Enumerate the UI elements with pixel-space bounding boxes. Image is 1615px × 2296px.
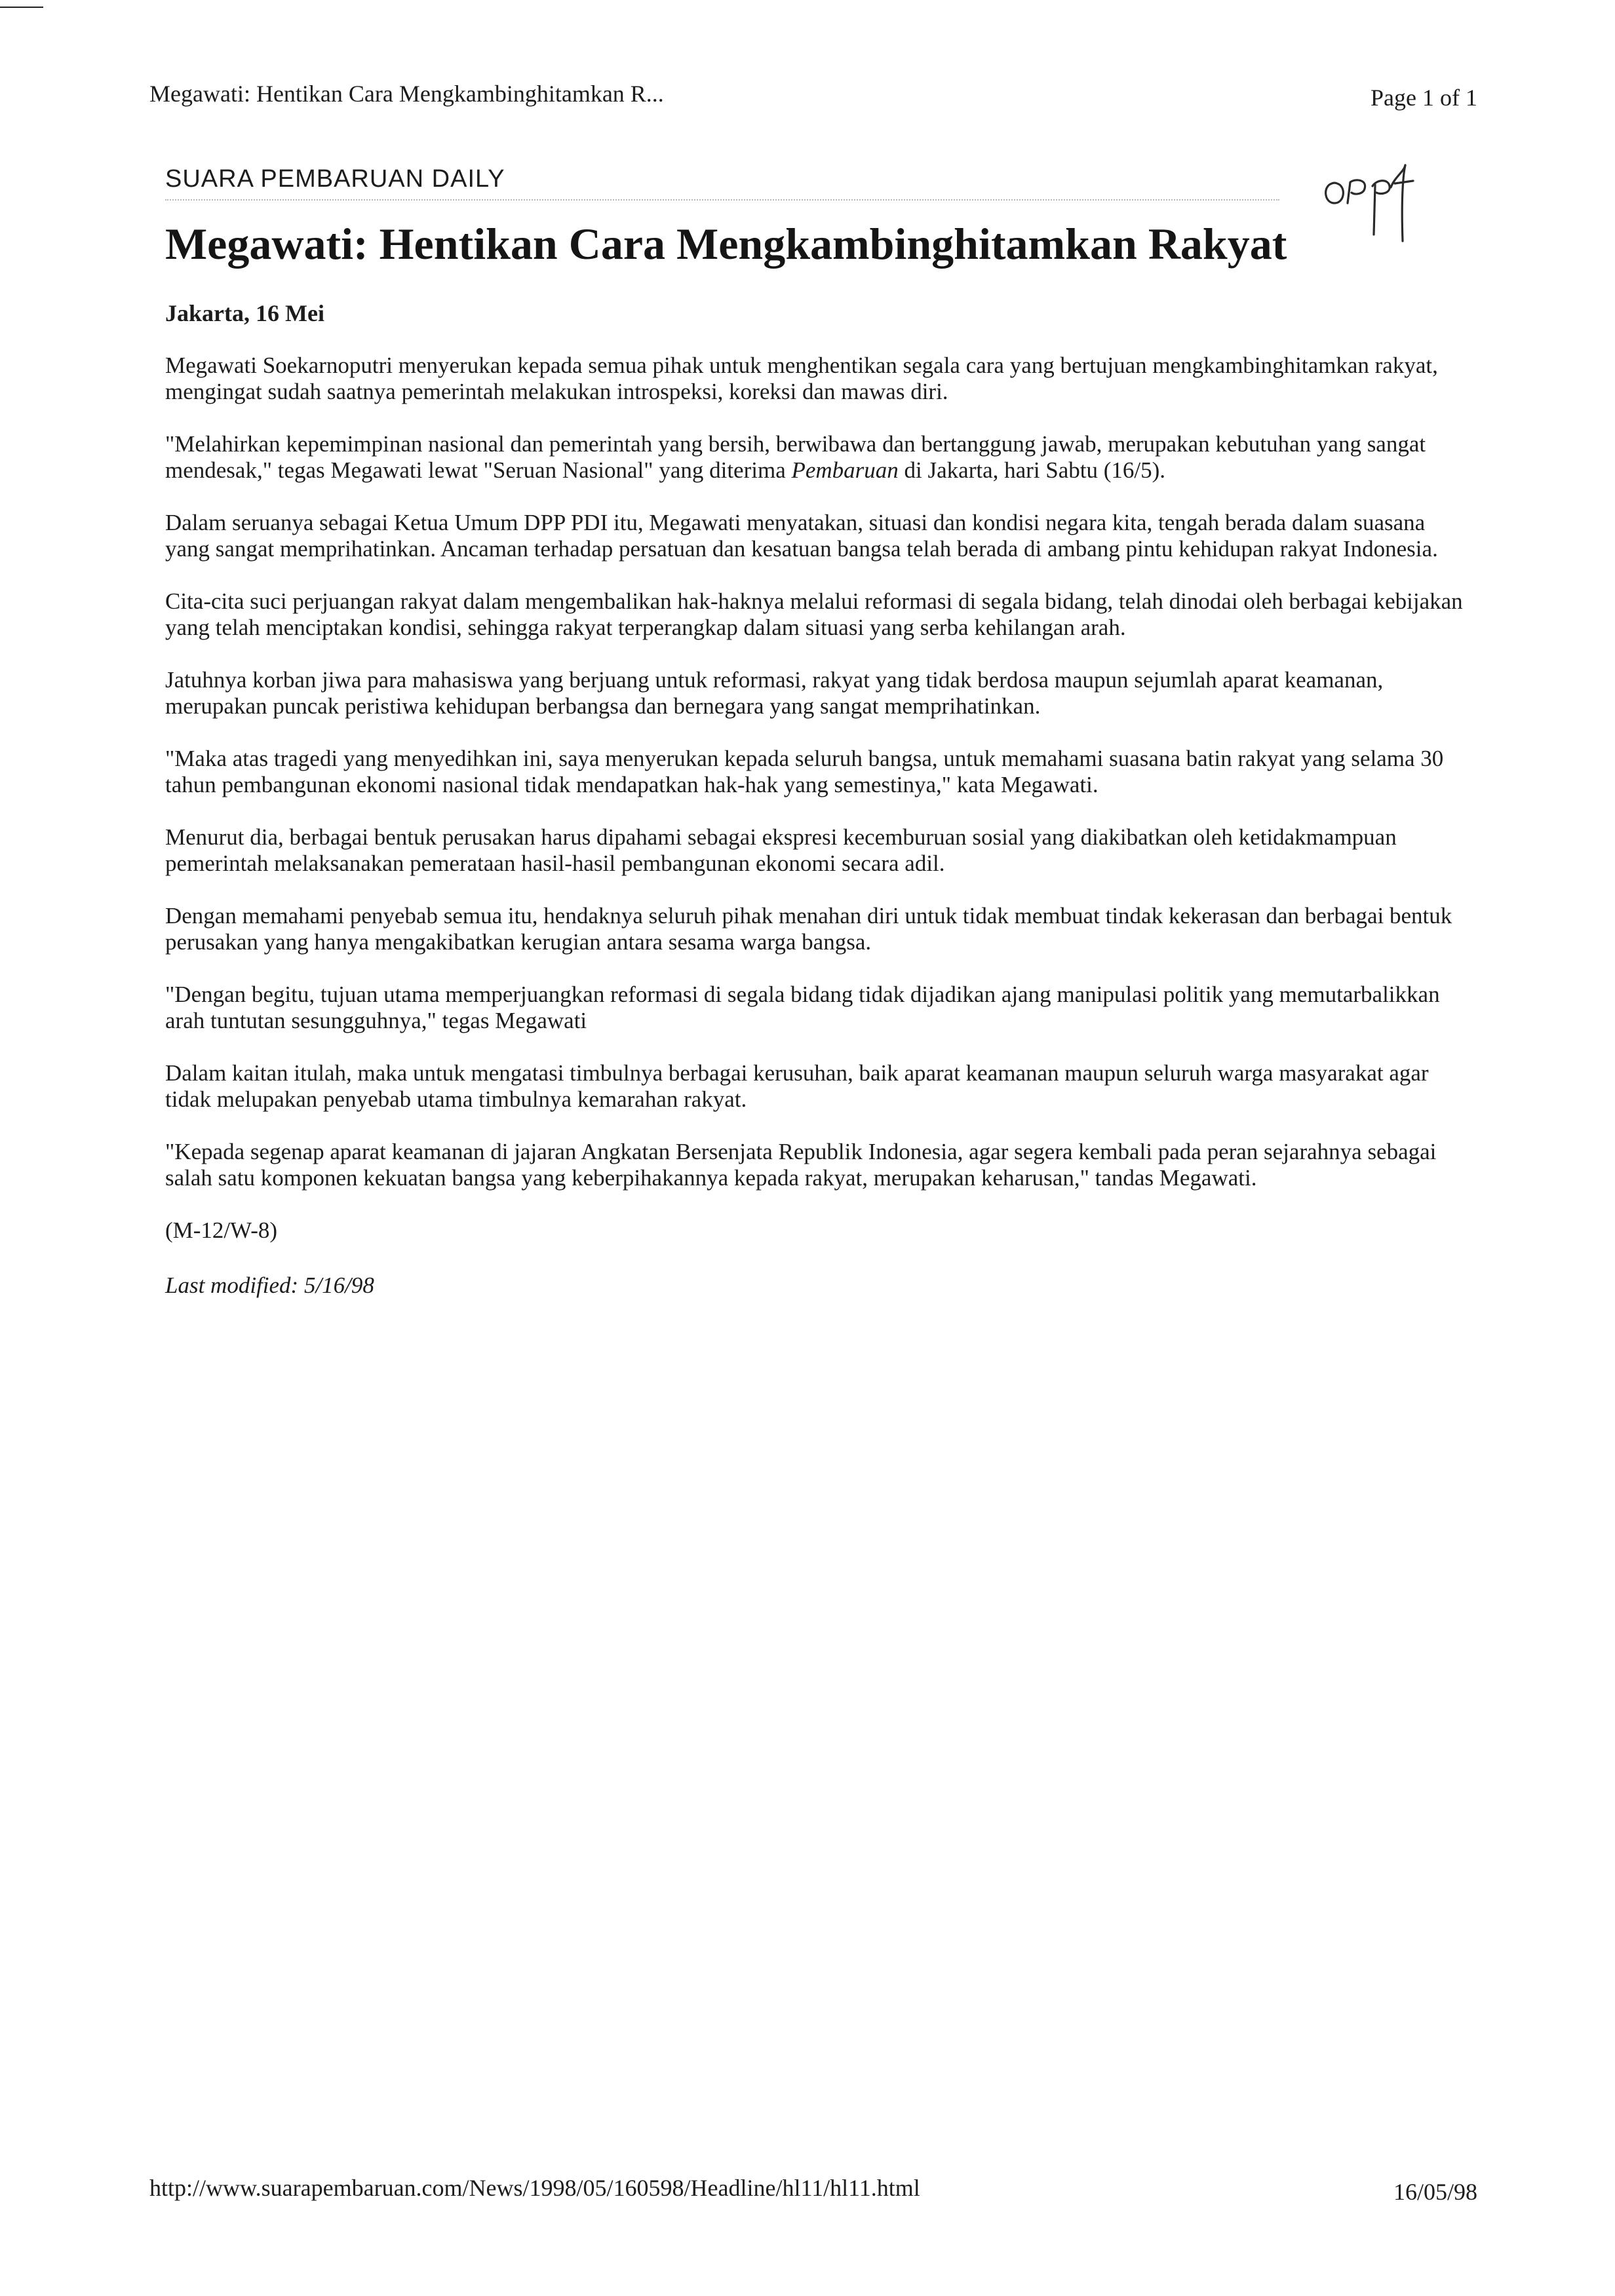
handwritten-initials — [1317, 157, 1442, 256]
last-modified: Last modified: 5/16/98 — [165, 1272, 374, 1298]
paragraph: "Maka atas tragedi yang menyedihkan ini, saya menyerukan kepada seluruh bangsa, untuk memahami suasana batin rakyat yang selama 30 tahun pembangunan ekonomi nasional tidak mendapatkan hak-hak yang semestinya," kata Megawati. — [165, 746, 1444, 797]
dateline: Jakarta, 16 Mei — [165, 300, 324, 326]
print-header-page-number: Page 1 of 1 — [1371, 85, 1477, 111]
paragraph: "Kepada segenap aparat keamanan di jajaran Angkatan Bersenjata Republik Indonesia, agar segera kembali pada peran sejarahnya sebagai salah satu komponen kekuatan bangsa yang keberpihakannya kepada rakyat, merupakan keharusan," tandas Megawati. — [165, 1139, 1437, 1191]
author-code: (M-12/W-8) — [165, 1217, 278, 1243]
masthead: SUARA PEMBARUAN DAILY — [165, 165, 505, 193]
print-date: 16/05/98 — [1393, 2179, 1477, 2205]
masthead-divider — [165, 199, 1279, 201]
paragraph-text: di Jakarta, hari Sabtu (16/5). — [898, 457, 1166, 483]
paragraph — [165, 431, 1463, 484]
print-header-title: Megawati: Hentikan Cara Mengkambinghitamkan R... — [149, 81, 664, 107]
paragraph: "Dengan begitu, tujuan utama memperjuangkan reformasi di segala bidang tidak dijadikan ajang manipulasi politik yang memutarbalikkan arah tuntutan sesungguhnya," tegas Megawati — [165, 982, 1440, 1033]
paragraph: Menurut dia, berbagai bentuk perusakan harus dipahami sebagai ekspresi kecemburuan sosial yang diakibatkan oleh ketidakmampuan pemerintah melaksanakan pemerataan hasil-hasil pembangunan ekonomi secara adil. — [165, 824, 1397, 876]
paragraph: Dalam seruanya sebagai Ketua Umum DPP PDI itu, Megawati menyatakan, situasi dan kondisi negara kita, tengah berada dalam suasana yang sangat memprihatinkan. Ancaman terhadap persatuan dan kesatuan bangsa telah berada di ambang pintu kehidupan rakyat Indonesia. — [165, 510, 1438, 562]
paragraph: Cita-cita suci perjuangan rakyat dalam mengembalikan hak-haknya melalui reformasi di segala bidang, telah dinodai oleh berbagai kebijakan yang telah menciptakan kondisi, sehingga rakyat terperangkap dalam situasi yang serba kehilangan arah. — [165, 588, 1463, 640]
article-body — [165, 353, 1483, 1191]
print-header — [149, 80, 1477, 119]
paragraph: Dalam kaitan itulah, maka untuk mengatasi timbulnya berbagai kerusuhan, baik aparat keamanan maupun seluruh warga masyarakat agar tidak melupakan penyebab utama timbulnya kemarahan rakyat. — [165, 1060, 1429, 1112]
paragraph: Dengan memahami penyebab semua itu, hendaknya seluruh pihak menahan diri untuk tidak membuat tindak kekerasan dan berbagai bentuk perusakan yang hanya mengakibatkan kerugian antara sesama warga bangsa. — [165, 903, 1452, 955]
paragraph: Megawati Soekarnoputri menyerukan kepada semua pihak untuk menghentikan segala cara yang bertujuan mengkambinghitamkan rakyat, mengingat sudah saatnya pemerintah melakukan introspeksi, koreksi dan mawas diri. — [165, 353, 1438, 404]
publication-name: Pembaruan — [791, 457, 899, 483]
headline: Megawati: Hentikan Cara Mengkambinghitamkan Rakyat — [165, 219, 1287, 269]
scan-corner-mark — [0, 7, 43, 8]
paragraph-text: "Melahirkan kepemimpinan nasional dan pemerintah yang bersih, berwibawa dan bertanggung jawab, merupakan kebutuhan yang sangat mendesak," tegas Megawati lewat "Seruan Nasional" yang diterima — [165, 431, 1426, 483]
source-url: http://www.suarapembaruan.com/News/1998/05/160598/Headline/hl11/hl11.html — [149, 2175, 920, 2201]
article — [165, 164, 1483, 1299]
paragraph: Jatuhnya korban jiwa para mahasiswa yang berjuang untuk reformasi, rakyat yang tidak berdosa maupun sejumlah aparat keamanan, merupakan puncak peristiwa kehidupan berbangsa dan bernegara yang sangat memprihatinkan. — [165, 667, 1384, 719]
